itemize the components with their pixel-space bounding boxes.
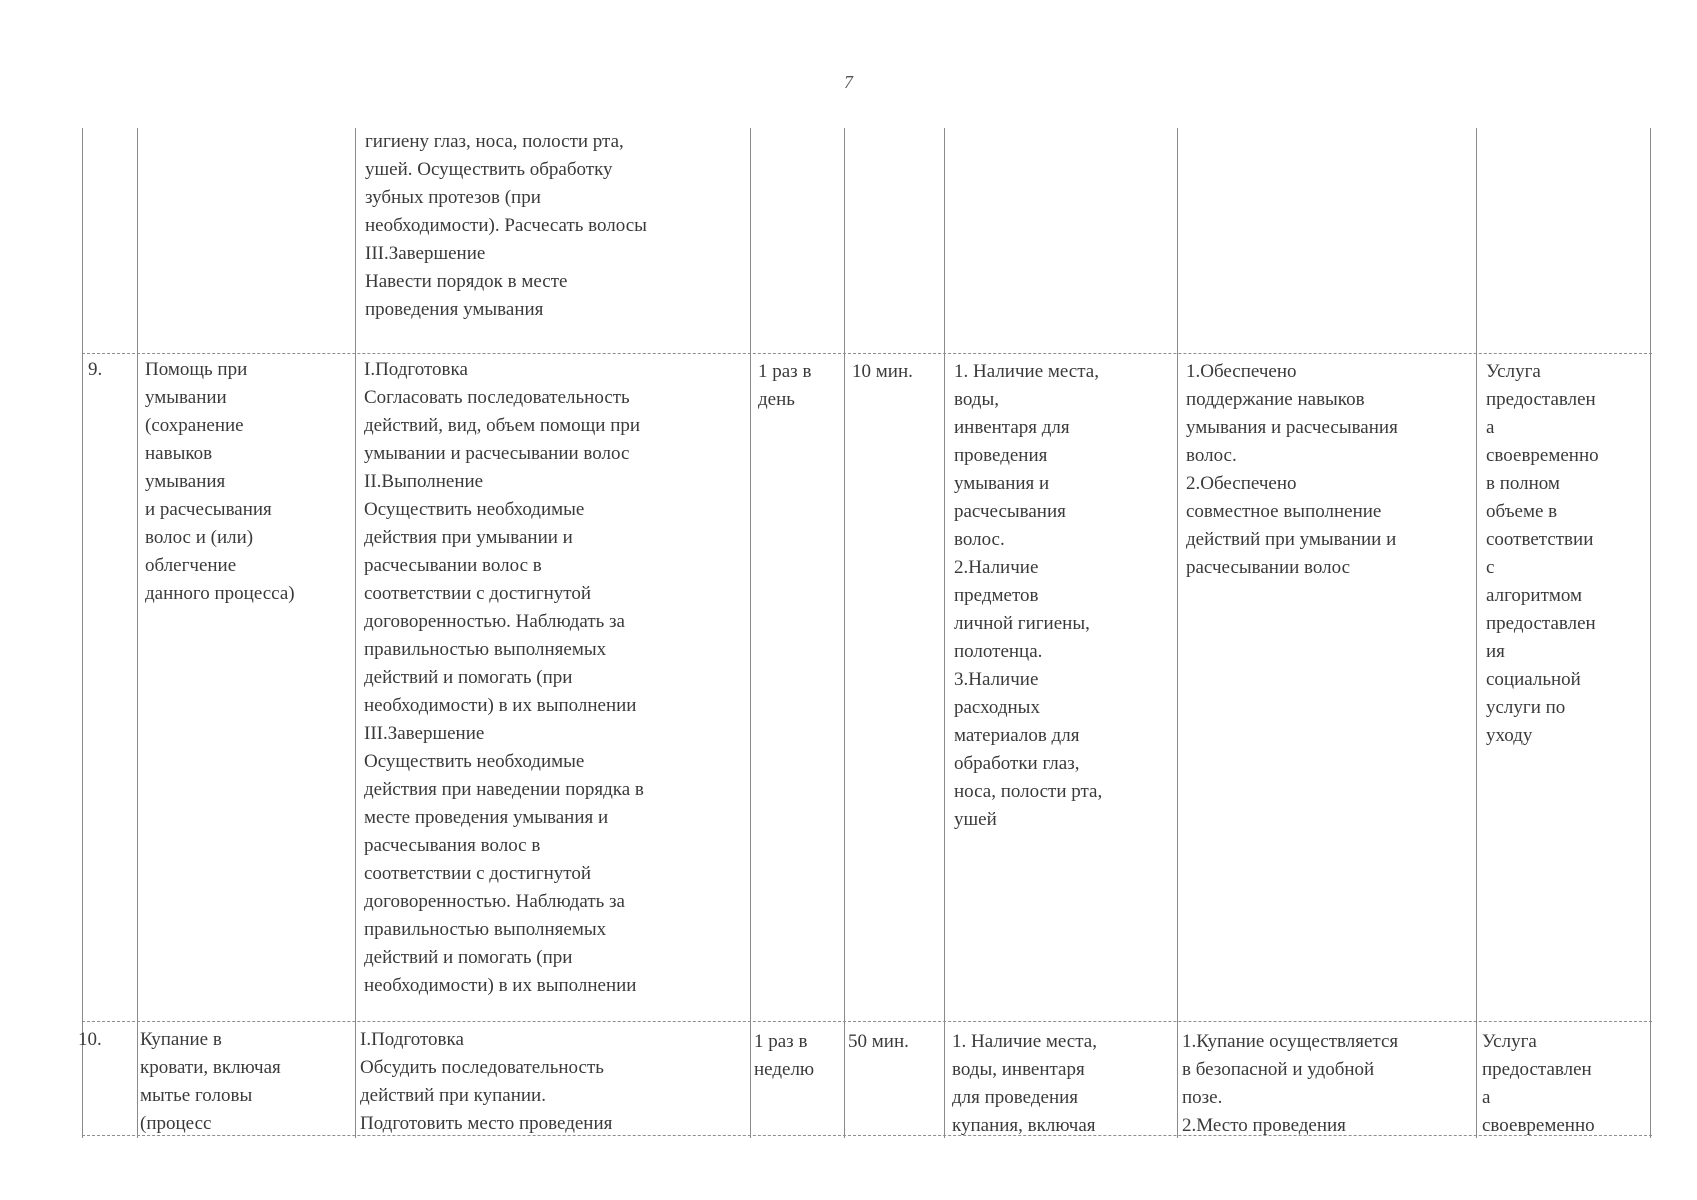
text-line: мытье головы [140, 1085, 253, 1106]
text-line: II.Выполнение [364, 471, 484, 492]
row-10-result-evaluation [1482, 1028, 1646, 1140]
text-line: III.Завершение [364, 723, 485, 744]
text-line: умывания и расчесывания [1186, 417, 1398, 438]
text-line: для проведения [952, 1087, 1079, 1108]
text-line: проведения [954, 445, 1048, 466]
text-line: соответствии с достигнутой [364, 863, 592, 884]
text-line: действия при наведении порядка в [364, 779, 644, 800]
text-line: (сохранение [145, 415, 244, 436]
text-line: ушей. Осуществить обработку [365, 159, 613, 180]
text-line: носа, полости рта, [954, 781, 1103, 802]
text-line: волос. [1186, 445, 1237, 466]
text-line: предоставлен [1486, 613, 1596, 634]
text-line: уходу [1486, 725, 1533, 746]
text-line: умывании [145, 387, 227, 408]
text-line: Услуга [1482, 1031, 1537, 1052]
text-line: действия при умывании и [364, 527, 573, 548]
text-line: соответствии [1486, 529, 1594, 550]
text-line: гигиену глаз, носа, полости рта, [365, 131, 624, 152]
page-number: 7 [844, 72, 853, 92]
text-line: необходимости). Расчесать волосы [365, 215, 647, 236]
text-line: зубных протезов (при [365, 187, 541, 208]
text-line: I.Подготовка [364, 359, 468, 380]
text-line: Услуга [1486, 361, 1541, 382]
row-10-duration: 50 мин. [848, 1031, 909, 1052]
text-line: 1.Обеспечено [1186, 361, 1297, 382]
row-10-frequency [754, 1028, 836, 1084]
row-border [82, 353, 1652, 354]
text-line: 2.Место проведения [1182, 1115, 1346, 1136]
row-9-service-name [145, 356, 347, 608]
text-line: Подготовить место проведения [360, 1113, 613, 1134]
text-line: 3.Наличие [954, 669, 1039, 690]
text-line: I.Подготовка [360, 1029, 464, 1050]
text-line: расчесывания [954, 501, 1066, 522]
row-9-result-evaluation [1486, 358, 1646, 750]
text-line: Навести порядок в месте [365, 271, 568, 292]
text-line: а [1482, 1087, 1491, 1108]
text-line: (процесс [140, 1113, 212, 1134]
column-border [1650, 128, 1651, 1138]
services-table [78, 128, 1652, 1138]
text-line: предоставлен [1482, 1059, 1592, 1080]
text-line: 2.Обеспечено [1186, 473, 1297, 494]
text-line: облегчение [145, 555, 237, 576]
text-line: соответствии с достигнутой [364, 583, 592, 604]
row-10-number: 10. [78, 1029, 102, 1050]
text-line: Осуществить необходимые [364, 751, 585, 772]
text-line: воды, инвентаря [952, 1059, 1085, 1080]
text-line: умывания и [954, 473, 1050, 494]
text-line: умывания [145, 471, 226, 492]
row-9-procedure [364, 356, 742, 1000]
text-line: умывании и расчесывании волос [364, 443, 630, 464]
text-line: действий, вид, объем помощи при [364, 415, 641, 436]
text-line: Помощь при [145, 359, 248, 380]
text-line: договоренностью. Наблюдать за [364, 611, 625, 632]
text-line: необходимости) в их выполнении [364, 695, 637, 716]
text-line: в полном [1486, 473, 1560, 494]
text-line: действий при умывании и [1186, 529, 1397, 550]
column-border [1177, 128, 1178, 1138]
text-line: материалов для [954, 725, 1080, 746]
text-line: социальной [1486, 669, 1581, 690]
text-line: своевременно [1482, 1115, 1595, 1136]
row-9-frequency [758, 358, 838, 414]
text-line: проведения умывания [365, 299, 544, 320]
text-line: 1. Наличие места, [952, 1031, 1097, 1052]
text-line: купания, включая [952, 1115, 1096, 1136]
text-line: позе. [1182, 1087, 1223, 1108]
text-line: своевременно [1486, 445, 1599, 466]
column-border [750, 128, 751, 1138]
text-line: с [1486, 557, 1495, 578]
text-line: услуги по [1486, 697, 1566, 718]
text-line: 1 раз в [754, 1031, 808, 1052]
text-line: в безопасной и удобной [1182, 1059, 1375, 1080]
text-line: правильностью выполняемых [364, 639, 607, 660]
text-line: Обсудить последовательность [360, 1057, 604, 1078]
column-border [1476, 128, 1477, 1138]
column-border [82, 128, 83, 1138]
text-line: инвентаря для [954, 417, 1070, 438]
row-10-procedure [360, 1026, 740, 1138]
text-line: правильностью выполняемых [364, 919, 607, 940]
text-line: 1 раз в [758, 361, 812, 382]
text-line: волос и (или) [145, 527, 254, 548]
text-line: совместное выполнение [1186, 501, 1382, 522]
text-line: предметов [954, 585, 1039, 606]
text-line: необходимости) в их выполнении [364, 975, 637, 996]
column-border [355, 128, 356, 1138]
text-line: полотенца. [954, 641, 1043, 662]
text-line: расчесывания волос в [364, 835, 541, 856]
text-line: данного процесса) [145, 583, 295, 604]
row-10-conditions [952, 1028, 1170, 1140]
text-line: Осуществить необходимые [364, 499, 585, 520]
text-line: ушей [954, 809, 997, 830]
text-line: кровати, включая [140, 1057, 281, 1078]
text-line: волос. [954, 529, 1005, 550]
column-border [137, 128, 138, 1138]
row-10-service-name [140, 1026, 345, 1138]
text-line: навыков [145, 443, 213, 464]
text-line: расчесывании волос в [364, 555, 542, 576]
text-line: а [1486, 417, 1495, 438]
text-line: личной гигиены, [954, 613, 1090, 634]
text-line: объеме в [1486, 501, 1558, 522]
continuation-procedure-cell [365, 128, 742, 324]
text-line: расчесывании волос [1186, 557, 1351, 578]
row-9-duration: 10 мин. [852, 361, 913, 382]
text-line: действий и помогать (при [364, 667, 573, 688]
text-line: расходных [954, 697, 1040, 718]
text-line: обработки глаз, [954, 753, 1080, 774]
row-9-quality-indicators [1186, 358, 1468, 582]
text-line: предоставлен [1486, 389, 1596, 410]
row-9-number: 9. [88, 359, 103, 380]
text-line: воды, [954, 389, 999, 410]
row-10-quality-indicators [1182, 1028, 1468, 1140]
text-line: 1.Купание осуществляется [1182, 1031, 1399, 1052]
text-line: и расчесывания [145, 499, 272, 520]
text-line: Купание в [140, 1029, 222, 1050]
text-line: алгоритмом [1486, 585, 1583, 606]
text-line: Согласовать последовательность [364, 387, 630, 408]
text-line: 1. Наличие места, [954, 361, 1099, 382]
text-line: договоренностью. Наблюдать за [364, 891, 625, 912]
text-line: действий при купании. [360, 1085, 546, 1106]
text-line: неделю [754, 1059, 815, 1080]
text-line: ия [1486, 641, 1505, 662]
text-line: поддержание навыков [1186, 389, 1365, 410]
text-line: III.Завершение [365, 243, 486, 264]
row-border [82, 1021, 1652, 1022]
column-border [944, 128, 945, 1138]
text-line: месте проведения умывания и [364, 807, 609, 828]
text-line: 2.Наличие [954, 557, 1039, 578]
text-line: день [758, 389, 795, 410]
text-line: действий и помогать (при [364, 947, 573, 968]
row-9-conditions [954, 358, 1170, 834]
column-border [844, 128, 845, 1138]
